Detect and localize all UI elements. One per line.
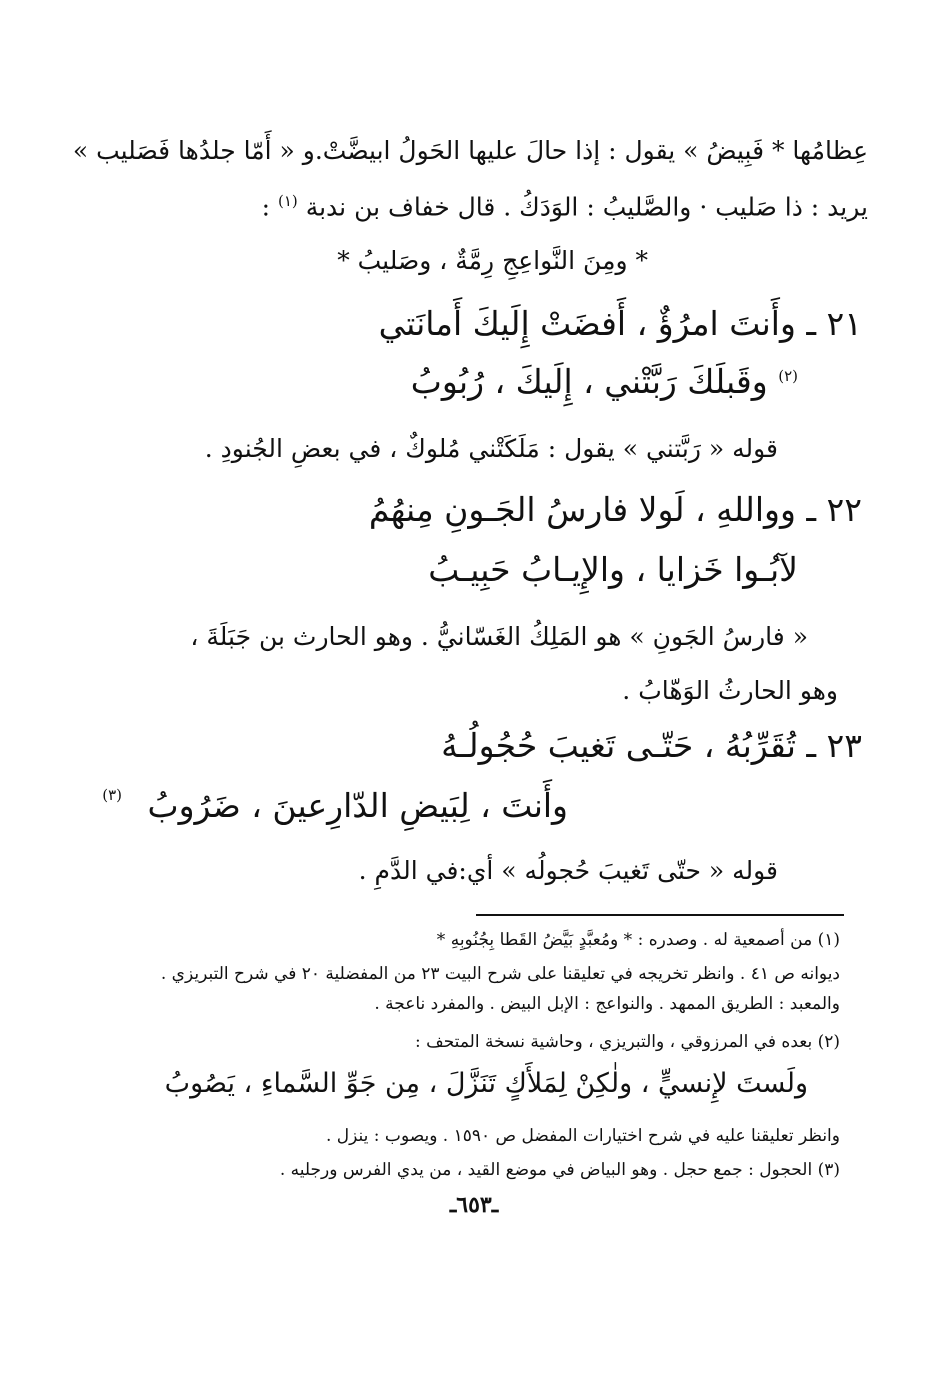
footnote-line: (٢) بعده في المرزوقي ، والتبريزي ، وحاشية نسخة المتحف : <box>414 1032 840 1052</box>
commentary-line: عِظامُها * فَبِيضُ » يقول : إذا حالَ عليها الحَولُ ابيضَّتْ.و « أَمّا جلدُها فَصَليب » <box>72 136 868 165</box>
verse-note: وهو الحارثُ الوَهّابُ . <box>622 676 838 705</box>
verse-first-hemistich: ٢١ ـ وأَنتَ امرُؤٌ ، أَفضَتْ إِلَيكَ أَمانَتي <box>378 304 862 343</box>
commentary-text: يريد : ذا صَليب · والصَّليبُ : الوَدَكُ . قال خفاف بن ندبة <box>305 192 868 222</box>
footnote-line: ديوانه ص ٤١ . وانظر تخريجه في تعليقنا على شرح البيت ٢٣ من المفضلية ٢٠ في شرح التبريزي . <box>160 964 840 984</box>
footnote-line: (١) من أصمعية له . وصدره : * ومُعبَّدٍ بَيَّضُ القَطا بِجُنُوبِهِ * <box>436 930 840 950</box>
verse-note: « فارسُ الجَونِ » هو المَلِكُ الغَسّانيُّ . وهو الحارث بن جَبَلَةَ ، <box>190 622 808 651</box>
footnote-line: (٣) الحجول : جمع حجل . وهو البياض في موضع القيد ، من يدي الفرس ورجليه . <box>279 1160 840 1180</box>
verse-note: قوله « رَبَّتني » يقول : مَلَكَتْني مُلوكٌ ، في بعضِ الجُنودِ . <box>204 434 778 463</box>
footnote-line: والمعبد : الطريق الممهد . والنواعج : الإبل البيض . والمفرد ناعجة . <box>374 994 840 1014</box>
footnote-reference: (١) <box>277 192 298 210</box>
quoted-hemistich: * ومِنَ النَّواعِجِ رِمَّةٌ ، وصَليبُ * <box>337 246 648 275</box>
commentary-line <box>80 192 868 221</box>
verse-second-hemistich: لآبُـوا خَزايا ، والإِيـابُ حَبِيـبُ <box>428 550 798 589</box>
verse-first-hemistich: ٢٢ ـ وواللهِ ، لَولا فارسُ الجَـونِ مِنهُمُ <box>368 490 862 529</box>
verse-note: قوله « حتّى تَغيبَ حُجولُه » أي:في الدَّمِ . <box>358 856 778 885</box>
footnote-reference: (٣) <box>102 786 122 804</box>
verse-first-hemistich: ٢٣ ـ تُقَرِّبُهُ ، حَتّـى تَغيبَ حُجُولُـهُ <box>441 726 862 765</box>
verse-text: وقَبلَكَ رَبَّتْني ، إِلَيكَ ، رُبُوبُ <box>410 362 768 401</box>
page-number: ـ٦٥٣ـ <box>449 1192 499 1218</box>
footnote-reference: (٢) <box>778 367 798 385</box>
footnote-verse: ولَستَ لإِنسيٍّ ، ولٰكِنْ لِمَلأَكٍ تَنَزَّلَ ، مِن جَوِّ السَّماءِ ، يَصُوبُ <box>164 1068 808 1099</box>
verse-second-hemistich <box>411 362 798 401</box>
commentary-colon: : <box>261 192 270 222</box>
footnote-separator <box>476 914 844 916</box>
footnote-line: وانظر تعليقنا عليه في شرح اختيارات المفضل ص ١٥٩٠ . ويصوب : ينزل . <box>326 1126 840 1146</box>
verse-second-hemistich: وأَنتَ ، لِبَيضِ الدّارِعينَ ، ضَرُوبُ <box>147 786 568 825</box>
